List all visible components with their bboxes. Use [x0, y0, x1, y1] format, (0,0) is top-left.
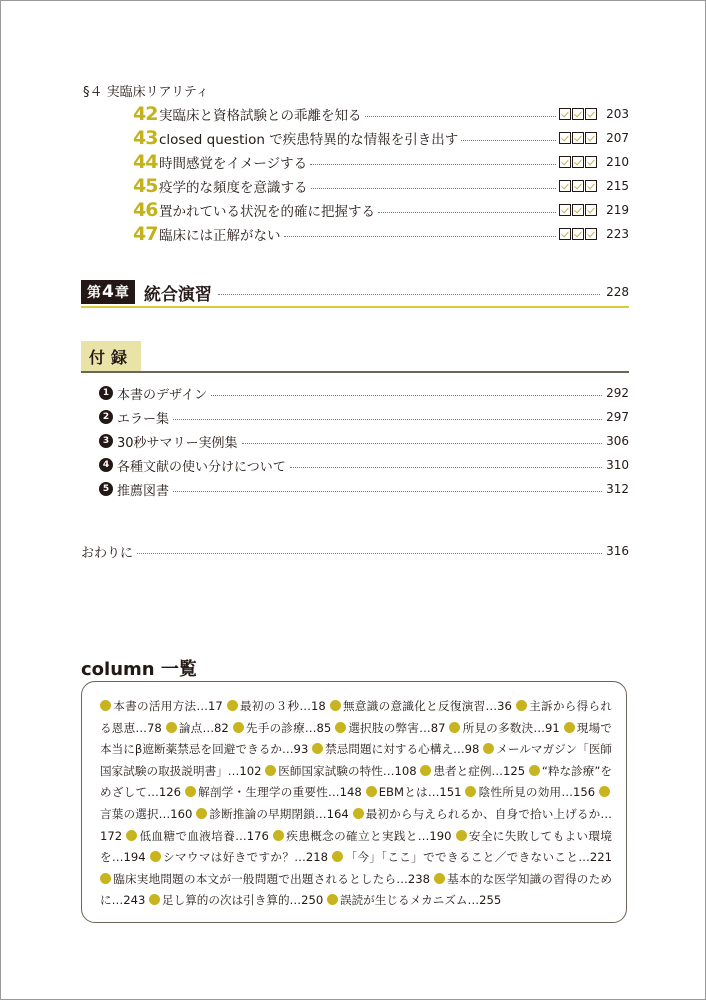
entry-title: 実臨床と資格試験との乖離を知る	[159, 108, 362, 124]
owari-entry[interactable]	[81, 542, 629, 560]
dot-leader	[218, 294, 600, 295]
toc-entry[interactable]	[133, 224, 629, 244]
page-number: 297	[606, 410, 629, 424]
checkbox-icon[interactable]	[559, 132, 571, 144]
checkboxes	[559, 156, 597, 168]
bullet-icon	[483, 743, 494, 754]
bullet-icon	[465, 786, 476, 797]
number-circle-icon: 5	[99, 482, 113, 496]
entry-title: 時間感覚をイメージする	[159, 156, 308, 172]
column-item-text: 陰性所見の効用…156	[478, 785, 596, 800]
toc-entry[interactable]	[133, 200, 629, 220]
page-number: 223	[606, 227, 629, 241]
bullet-icon	[330, 700, 341, 711]
bullet-icon	[100, 873, 111, 884]
bullet-icon	[456, 830, 467, 841]
checkbox-icon[interactable]	[585, 204, 597, 216]
checkbox-icon[interactable]	[559, 108, 571, 120]
column-item[interactable]	[335, 721, 445, 735]
column-item[interactable]	[366, 785, 462, 799]
column-item[interactable]	[150, 850, 328, 864]
dot-leader	[311, 188, 557, 189]
column-item-text: 先手の診療…85	[245, 720, 332, 735]
entry-title: 疫学的な頻度を意識する	[159, 180, 308, 196]
bullet-icon	[599, 786, 610, 797]
bullet-icon	[233, 722, 244, 733]
checkbox-icon[interactable]	[572, 204, 584, 216]
page-number: 228	[606, 285, 629, 299]
appendix-label: 付録	[81, 341, 141, 371]
bullet-icon	[126, 830, 137, 841]
appendix-entry[interactable]	[99, 480, 629, 498]
entry-number: 45	[133, 175, 158, 197]
entry-number: 44	[133, 151, 158, 173]
checkboxes	[559, 108, 597, 120]
dot-leader	[310, 164, 556, 165]
entry-title: 臨床には正解がない	[159, 228, 281, 244]
column-item[interactable]	[166, 721, 229, 735]
page-number: 207	[606, 131, 629, 145]
page-number: 215	[606, 179, 629, 193]
column-item-text: 安全に失敗してもよい環境を…194	[100, 828, 612, 865]
bullet-icon	[273, 830, 284, 841]
column-item-text: 足し算的の次は引き算的…250	[162, 893, 324, 908]
column-item-text: 疾患概念の確立と実践と…190	[285, 828, 452, 843]
column-item-text: 本書の活用方法…17	[113, 699, 223, 713]
chapter-number: 4	[102, 282, 114, 302]
column-item[interactable]	[273, 829, 452, 843]
dot-leader	[173, 491, 602, 492]
checkbox-icon[interactable]	[585, 180, 597, 192]
column-item[interactable]	[330, 699, 512, 713]
column-item-text: 低血糖で血液培養…176	[139, 828, 269, 843]
bullet-icon	[420, 765, 431, 776]
page-number: 292	[606, 386, 629, 400]
checkbox-icon[interactable]	[559, 204, 571, 216]
column-item-text: 現場で本当にβ遮断薬禁忌を回避できるか…93	[100, 720, 612, 757]
entry-title: 30秒サマリー実例集	[117, 435, 238, 451]
column-item-text: 無意識の意識化と反復演習…36	[342, 699, 512, 713]
checkboxes	[559, 204, 597, 216]
dot-leader	[173, 419, 602, 420]
column-item[interactable]	[100, 699, 223, 713]
bullet-icon	[449, 722, 460, 733]
column-item-text: 基本的な医学知識の習得のために…243	[100, 871, 612, 908]
checkbox-icon[interactable]	[585, 156, 597, 168]
entry-title: closed question で疾患特異的な情報を引き出す	[159, 132, 459, 148]
checkbox-icon[interactable]	[572, 156, 584, 168]
column-item-text: 主訴から得られる恩恵…78	[100, 699, 612, 735]
bullet-icon	[366, 786, 377, 797]
checkboxes	[559, 180, 597, 192]
column-item-text: 最初から与えられるか、自身で拾い上げるか…172	[100, 806, 612, 843]
checkbox-icon[interactable]	[585, 228, 597, 240]
bullet-icon	[166, 722, 177, 733]
column-item-text: 選択肢の弊害…87	[348, 720, 446, 735]
bullet-icon	[150, 851, 161, 862]
entry-title: おわりに	[81, 545, 134, 561]
column-item[interactable]	[149, 893, 323, 907]
column-item[interactable]	[185, 785, 362, 799]
page-number: 312	[606, 482, 629, 496]
bullet-icon	[312, 743, 323, 754]
column-list-box	[81, 681, 627, 923]
column-item-text: 臨床実地問題の本文が一般問題で出題されるとしたら…238	[113, 871, 430, 886]
chapter-badge	[81, 280, 135, 304]
toc-entry[interactable]	[133, 128, 629, 148]
appendix-entry[interactable]	[99, 432, 629, 450]
column-item[interactable]	[233, 721, 332, 735]
page-number: 306	[606, 434, 629, 448]
column-item-text: EBMとは…151	[378, 785, 462, 800]
column-item-text: 禁忌問題に対する心構え…98	[325, 742, 480, 757]
bullet-icon	[185, 786, 196, 797]
checkbox-icon[interactable]	[572, 132, 584, 144]
dot-leader	[242, 443, 603, 444]
bullet-icon	[353, 808, 364, 819]
entry-title: エラー集	[117, 411, 170, 427]
entry-number: 46	[133, 199, 158, 221]
entry-title: 本書のデザイン	[117, 387, 208, 403]
column-item[interactable]	[420, 764, 525, 778]
chapter-post: 章	[114, 285, 129, 301]
column-item[interactable]	[327, 893, 501, 907]
number-circle-icon: 3	[99, 434, 113, 448]
bullet-icon	[227, 700, 238, 711]
column-item-text: シマウマは好きですか？…218	[162, 850, 329, 865]
column-item-text: メールマガジン「医師国家試験の取扱説明書」…102	[100, 742, 613, 778]
bullet-icon	[529, 765, 540, 776]
page-number: 316	[606, 544, 629, 558]
checkbox-icon[interactable]	[572, 108, 584, 120]
column-item[interactable]	[126, 829, 269, 843]
chapter-title: 統合演習	[143, 284, 212, 305]
column-item[interactable]	[312, 742, 479, 756]
bullet-icon	[332, 851, 343, 862]
appendix-entry[interactable]	[99, 456, 629, 474]
column-item-text: 「今」「ここ」でできること／できないこと…221	[345, 850, 612, 865]
checkbox-icon[interactable]	[572, 228, 584, 240]
checkbox-icon[interactable]	[559, 180, 571, 192]
column-item[interactable]	[265, 764, 416, 778]
bullet-icon	[196, 808, 207, 819]
column-item[interactable]	[465, 785, 595, 799]
entry-number: 42	[133, 103, 158, 125]
column-item-text: 所見の多数決…91	[462, 720, 560, 735]
number-circle-icon: 4	[99, 458, 113, 472]
column-item-text: 解剖学・生理学の重要性…148	[197, 785, 362, 800]
checkboxes	[559, 132, 597, 144]
entry-number: 43	[133, 127, 158, 149]
column-item[interactable]	[449, 721, 559, 735]
column-item-text: 論点…82	[178, 720, 229, 735]
checkbox-icon[interactable]	[585, 108, 597, 120]
dot-leader	[365, 116, 557, 117]
column-item-text: 診断推論の早期閉鎖…164	[209, 806, 349, 821]
section-heading: §４ 実臨床リアリティ	[83, 85, 209, 100]
column-heading: column 一覧	[81, 659, 197, 680]
page-number: 203	[606, 107, 629, 121]
bullet-icon	[434, 873, 445, 884]
bullet-icon	[100, 700, 111, 711]
checkbox-icon[interactable]	[572, 180, 584, 192]
column-item[interactable]	[100, 872, 430, 886]
entry-title: 推薦図書	[117, 483, 170, 499]
appendix-entry[interactable]	[99, 408, 629, 426]
dot-leader	[137, 553, 602, 554]
entry-title: 各種文献の使い分けについて	[117, 459, 286, 475]
entry-title: 置かれている状況を的確に把握する	[159, 204, 375, 220]
column-item[interactable]	[227, 699, 326, 713]
dot-leader	[378, 212, 556, 213]
column-item-text: 最初の３秒…18	[239, 699, 326, 713]
column-item-text: 誤読が生じるメカニズム…255	[339, 893, 502, 908]
checkbox-icon[interactable]	[585, 132, 597, 144]
dot-leader	[211, 395, 602, 396]
bullet-icon	[327, 894, 338, 905]
appendix-entry[interactable]	[99, 384, 629, 402]
bullet-icon	[149, 894, 160, 905]
column-item[interactable]	[332, 850, 612, 864]
dot-leader	[461, 140, 556, 141]
chapter-heading[interactable]	[81, 278, 629, 308]
checkboxes	[559, 228, 597, 240]
column-item[interactable]	[196, 807, 348, 821]
bullet-icon	[265, 765, 276, 776]
number-circle-icon: 2	[99, 410, 113, 424]
column-item-text: 言葉の選択…160	[100, 806, 193, 821]
column-item-text: “粋な診療”をめざして…126	[100, 763, 613, 800]
page-number: 310	[606, 458, 629, 472]
checkbox-icon[interactable]	[559, 156, 571, 168]
toc-entry[interactable]	[133, 176, 629, 196]
toc-entry[interactable]	[133, 152, 629, 172]
bullet-icon	[335, 722, 346, 733]
page-number: 219	[606, 203, 629, 217]
toc-entry[interactable]	[133, 104, 629, 124]
bullet-icon	[564, 722, 575, 733]
page-number: 210	[606, 155, 629, 169]
checkbox-icon[interactable]	[559, 228, 571, 240]
number-circle-icon: 1	[99, 386, 113, 400]
appendix-heading	[81, 341, 629, 373]
chapter-pre: 第	[87, 285, 101, 301]
column-item-text: 医師国家試験の特性…108	[278, 763, 417, 778]
entry-number: 47	[133, 223, 158, 245]
column-item-text: 患者と症例…125	[433, 763, 526, 778]
dot-leader	[284, 236, 557, 237]
dot-leader	[290, 467, 602, 468]
bullet-icon	[516, 700, 527, 711]
